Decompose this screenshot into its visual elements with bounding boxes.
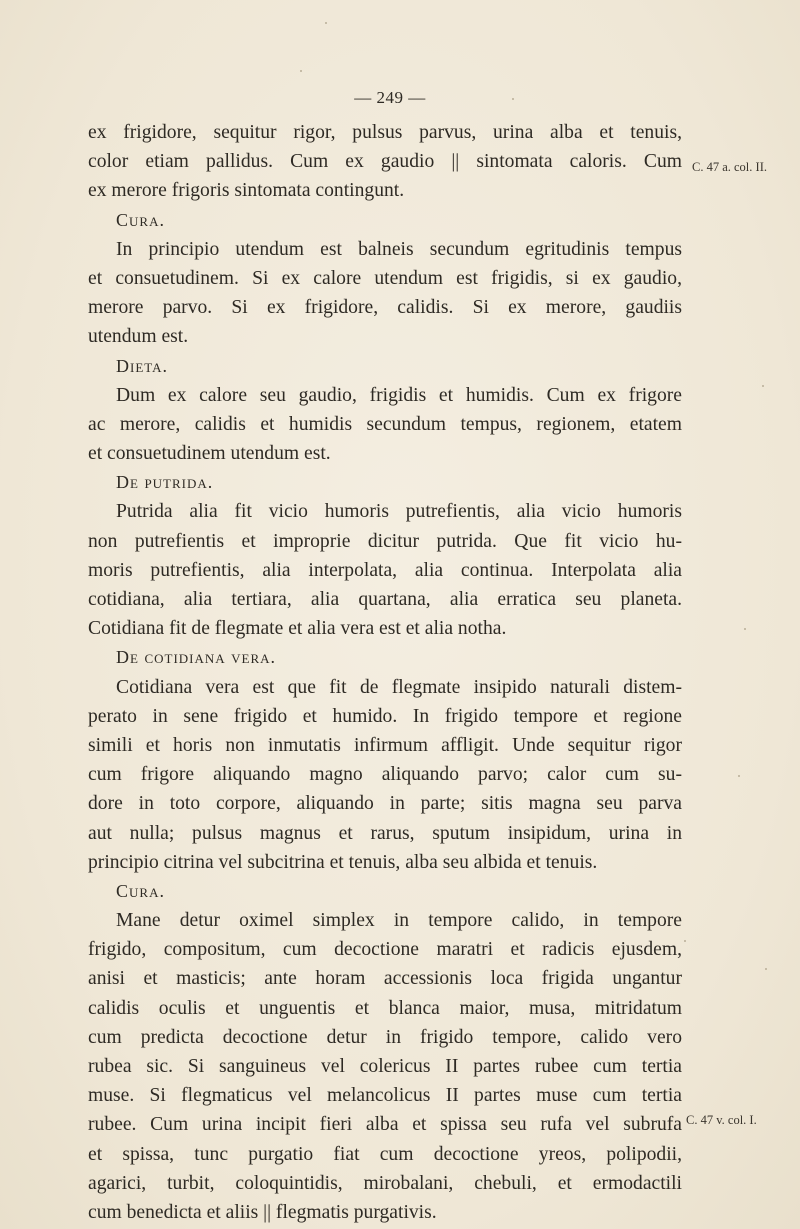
text-line: cum frigore aliquando magno aliquando parvo; calor cum su- bbox=[88, 764, 682, 786]
text-line: et consuetudinem utendum est. bbox=[88, 443, 331, 465]
text-line: Cotidiana fit de flegmate et alia vera est et alia notha. bbox=[88, 618, 507, 640]
text-line: aut nulla; pulsus magnus et rarus, sputum insipidum, urina in bbox=[88, 822, 682, 844]
text-line: muse. Si flegmaticus vel melancolicus II partes muse cum tertia bbox=[88, 1085, 682, 1107]
text-line: Cotidiana vera est que fit de flegmate insipido naturali distem- bbox=[116, 676, 682, 698]
paper-speck bbox=[762, 385, 764, 387]
text-line: utendum est. bbox=[88, 326, 189, 348]
text-line: dore in toto corpore, aliquando in parte; sitis magna seu parva bbox=[88, 793, 682, 815]
paper-speck bbox=[300, 70, 302, 72]
text-line: et spissa, tunc purgatio fiat cum decoctione yreos, polipodii, bbox=[88, 1143, 682, 1165]
text-line: ex merore frigoris sintomata contingunt. bbox=[88, 180, 405, 202]
text-line: calidis oculis et unguentis et blanca maior, musa, mitridatum bbox=[88, 997, 682, 1019]
text-line: perato in sene frigido et humido. In frigido tempore et regione bbox=[88, 705, 682, 727]
section-heading: Cura. bbox=[116, 880, 165, 901]
body-text bbox=[88, 118, 682, 1227]
text-line: non putrefientis et improprie dicitur putrida. Que fit vicio hu- bbox=[88, 530, 682, 552]
text-line: ex frigidore, sequitur rigor, pulsus parvus, urina alba et tenuis, bbox=[88, 122, 682, 143]
text-line: simili et horis non inmutatis infirmum affligit. Unde sequitur rigor bbox=[88, 734, 682, 756]
page-number: — 249 — bbox=[354, 88, 426, 107]
section-heading: Cura. bbox=[116, 209, 165, 230]
section-heading: Dieta. bbox=[116, 355, 169, 376]
text-line: ac merore, calidis et humidis secundum tempus, regionem, etatem bbox=[88, 413, 682, 435]
text-line: anisi et masticis; ante horam accessionis loca frigida ungantur bbox=[88, 968, 682, 990]
paper-speck bbox=[765, 968, 767, 970]
text-line: moris putrefientis, alia interpolata, alia continua. Interpolata alia bbox=[88, 559, 682, 581]
text-line: agarici, turbit, coloquintidis, mirobalani, chebuli, et ermodactili bbox=[88, 1172, 682, 1194]
margin-note-bottom: C. 47 v. col. I. bbox=[686, 1113, 757, 1127]
text-line: In principio utendum est balneis secundum egritudinis tempus bbox=[116, 238, 682, 260]
text-line: et consuetudinem. Si ex calore utendum est frigidis, si ex gaudio, bbox=[88, 267, 682, 289]
text-line: cum benedicta et aliis || flegmatis purgativis. bbox=[88, 1201, 437, 1223]
margin-note-top: C. 47 a. col. II. bbox=[692, 160, 767, 174]
text-line: principio citrina vel subcitrina et tenuis, alba seu albida et tenuis. bbox=[88, 851, 598, 873]
text-line: Putrida alia fit vicio humoris putrefientis, alia vicio humoris bbox=[116, 501, 682, 523]
text-line: rubee. Cum urina incipit fieri alba et spissa seu rufa vel subrufa bbox=[88, 1114, 682, 1136]
text-line: cotidiana, alia tertiara, alia quartana, alia erratica seu planeta. bbox=[88, 589, 682, 610]
paper-speck bbox=[512, 98, 514, 100]
section-heading: De putrida. bbox=[116, 472, 214, 493]
text-line: frigido, compositum, cum decoctione maratri et radicis ejusdem, bbox=[88, 939, 682, 961]
section-heading: De cotidiana vera. bbox=[116, 647, 277, 668]
paper-speck bbox=[325, 22, 327, 24]
text-line: Dum ex calore seu gaudio, frigidis et humidis. Cum ex frigore bbox=[116, 384, 682, 406]
paper-speck bbox=[684, 940, 686, 942]
text-line: Mane detur oximel simplex in tempore calido, in tempore bbox=[116, 910, 682, 932]
text-line: rubea sic. Si sanguineus vel colericus II partes rubee cum tertia bbox=[88, 1056, 682, 1077]
text-line: color etiam pallidus. Cum ex gaudio || sintomata caloris. Cum bbox=[88, 151, 682, 173]
paper-speck bbox=[744, 628, 746, 630]
text-line: merore parvo. Si ex frigidore, calidis. Si ex merore, gaudiis bbox=[88, 297, 682, 319]
paper-speck bbox=[738, 775, 740, 777]
text-line: cum predicta decoctione detur in frigido tempore, calido vero bbox=[88, 1026, 682, 1048]
